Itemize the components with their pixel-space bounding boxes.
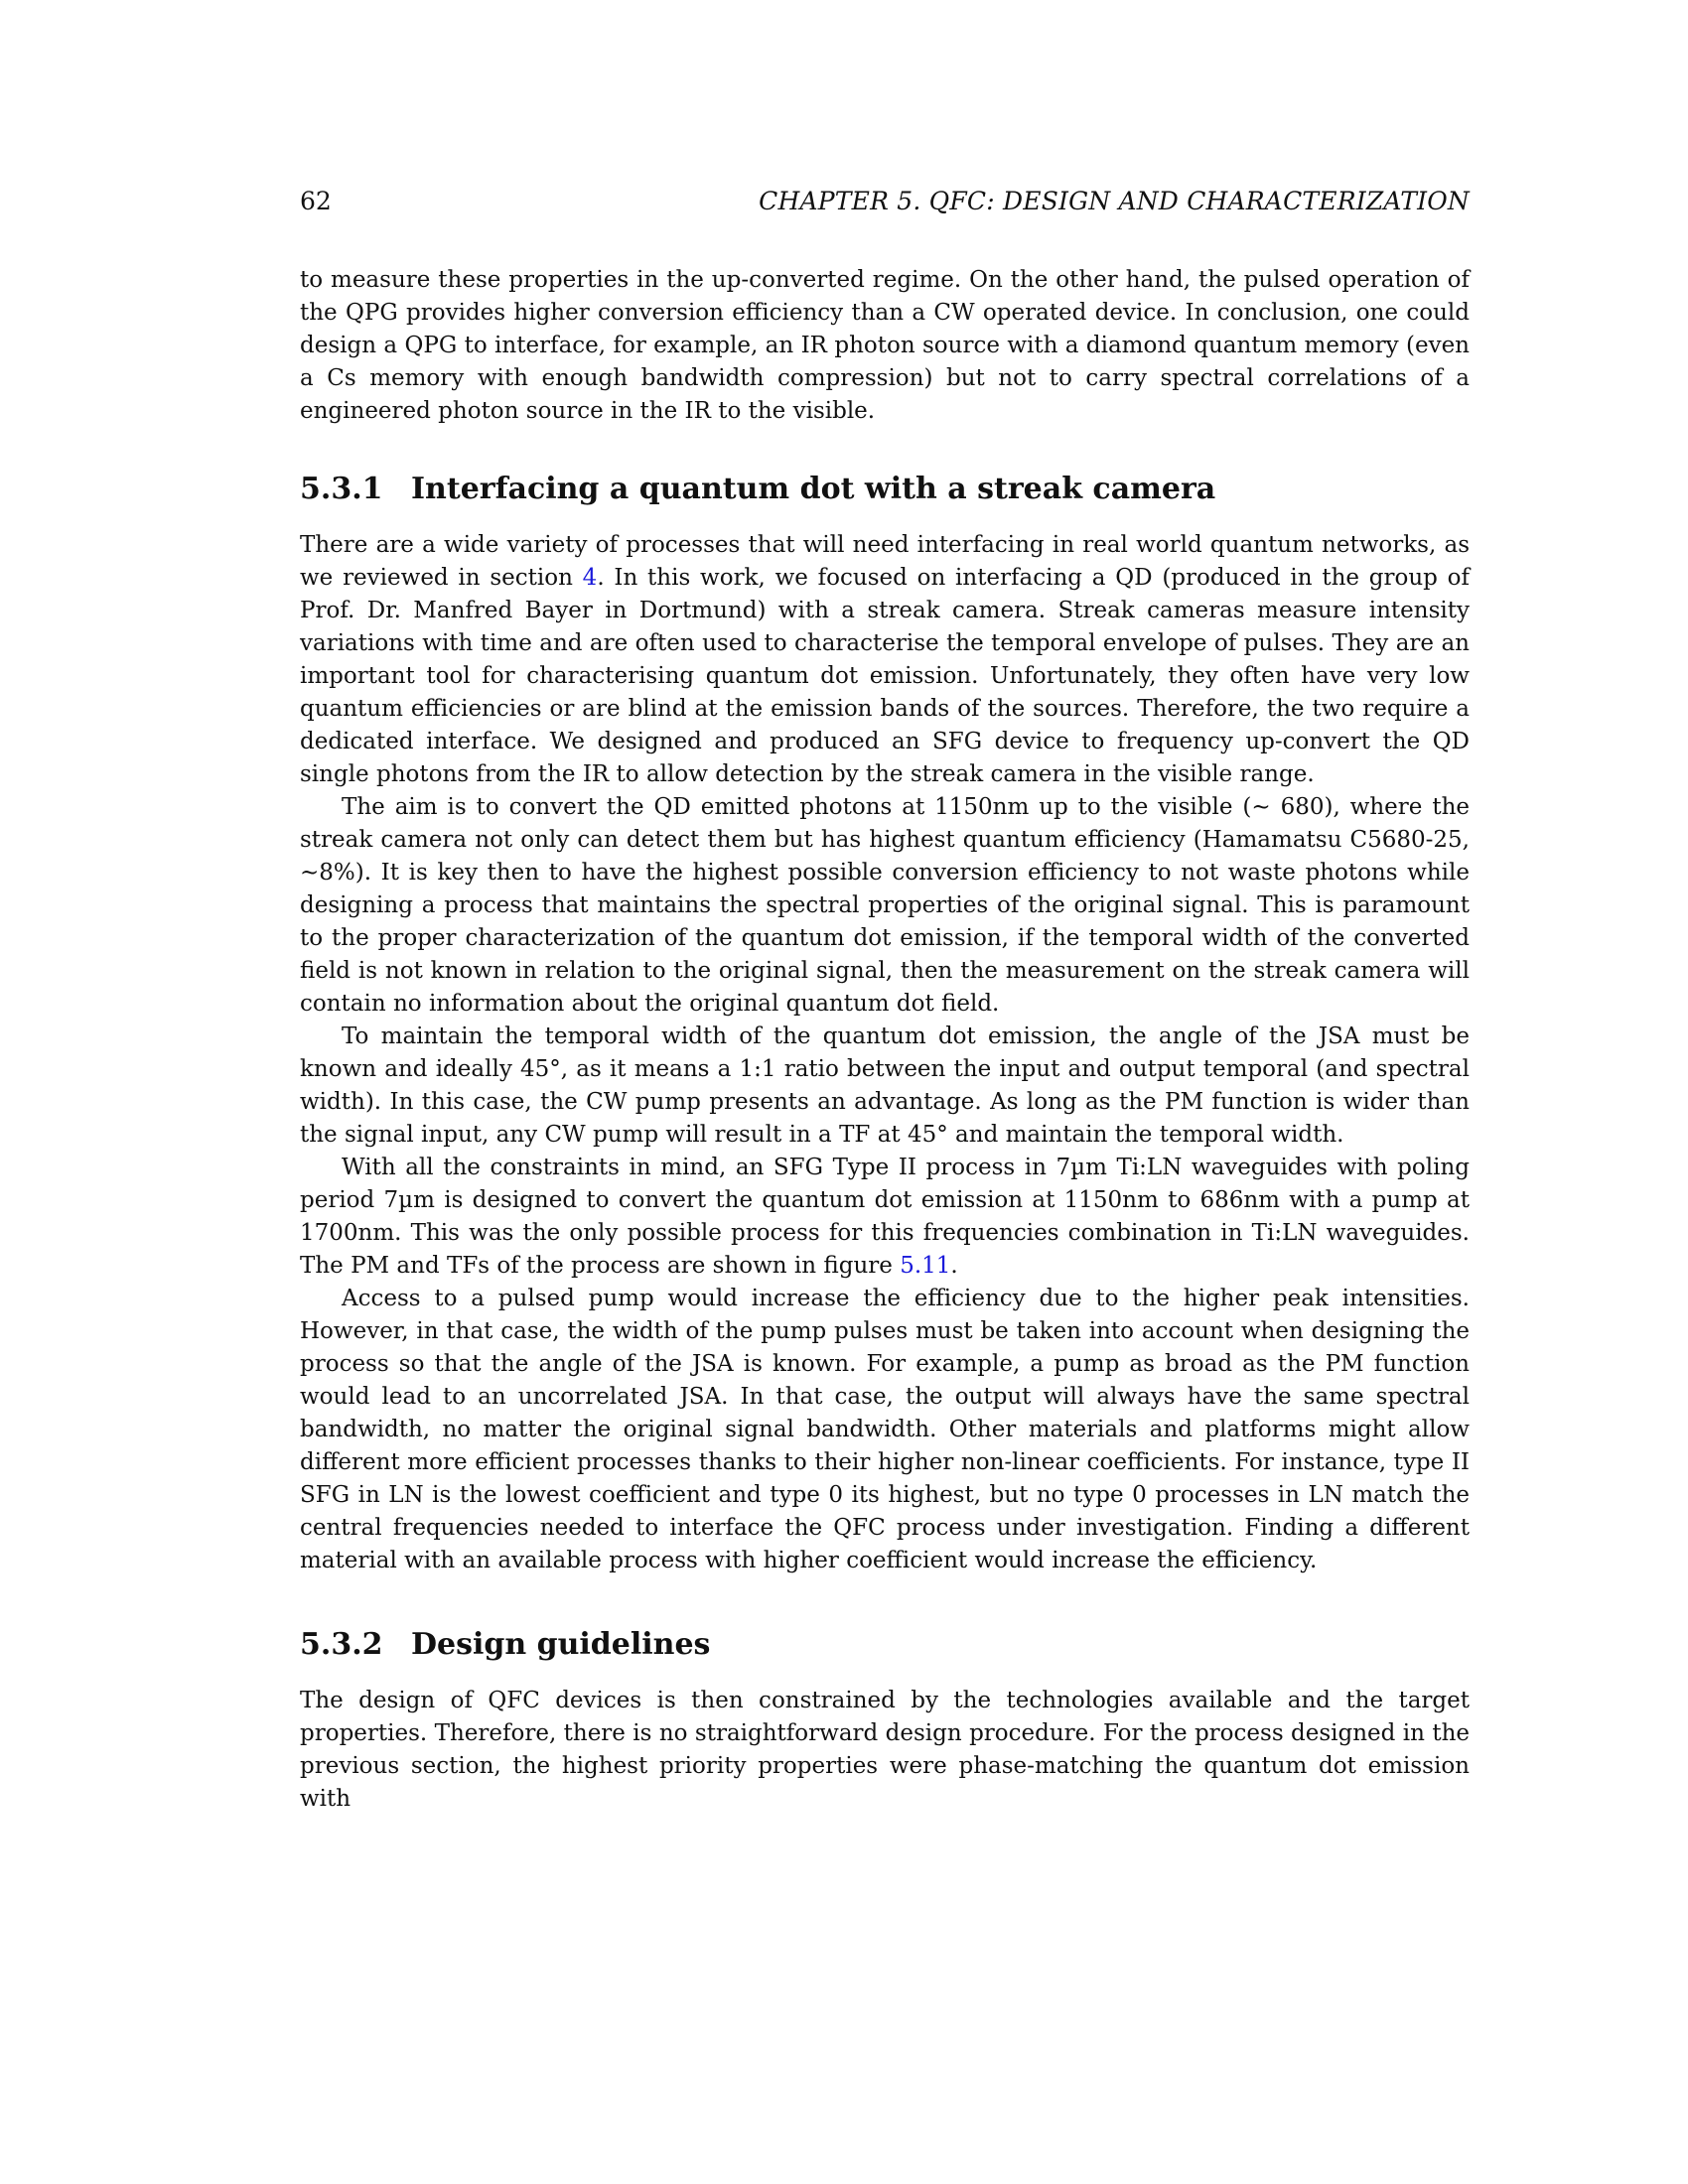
paragraph-sfg-process: With all the constraints in mind, an SFG Type II process in 7µm Ti:LN waveguides with poling period 7µm is designed to convert the quantum dot emission at 1150nm to 686nm with a pump at 1700nm. This was the only possible process for this frequencies combination in Ti:LN waveguides. The PM and TFs of the process are shown in figure 5.11. bbox=[300, 1155, 1470, 1279]
section-heading-5-3-1 bbox=[300, 470, 1470, 509]
paragraph-temporal-width: To maintain the temporal width of the quantum dot emission, the angle of the JSA must be known and ideally 45°, as it means a 1:1 ratio between the input and output temporal (and spectral width). In this case, the CW pump presents an advantage. As long as the PM function is wider than the signal input, any CW pump will result in a TF at 45° and maintain the temporal width. bbox=[300, 1024, 1470, 1148]
section-number: 5.3.1 bbox=[300, 472, 383, 506]
section-number: 5.3.2 bbox=[300, 1627, 383, 1662]
paragraph-design-guidelines: The design of QFC devices is then constrained by the technologies available and the target properties. Therefore, there is no straightforward design procedure. For the process designed in the previous section, the highest priority properties were phase-matching the quantum dot emission with bbox=[300, 1688, 1470, 1812]
page-body bbox=[300, 264, 1470, 1816]
paragraph-interfacing: There are a wide variety of processes that will need interfacing in real world quantum networks, as we reviewed in section 4. In this work, we focused on interfacing a QD (produced in the group of Prof. Dr. Manfred Bayer in Dortmund) with a streak camera. Streak cameras measure intensity variations with time and are often used to characterise the temporal envelope of pulses. They are an important tool for characterising quantum dot emission. Unfortunately, they often have very low quantum efficiencies or are blind at the emission bands of the sources. Therefore, the two require a dedicated interface. We designed and produced an SFG device to frequency up-convert the QD single photons from the IR to allow detection by the streak camera in the visible range. bbox=[300, 532, 1470, 787]
section-heading-5-3-2 bbox=[300, 1625, 1470, 1665]
paragraph-pulsed-pump: Access to a pulsed pump would increase the efficiency due to the higher peak intensities. However, in that case, the width of the pump pulses must be taken into account when designing the process so that the angle of the JSA is known. For example, a pump as broad as the PM function would lead to an uncorrelated JSA. In that case, the output will always have the same spectral bandwidth, no matter the original signal bandwidth. Other materials and platforms might allow different more efficient processes thanks to their higher non-linear coefficients. For instance, type II SFG in LN is the lowest coefficient and type 0 its highest, but no type 0 processes in LN match the central frequencies needed to interface the QFC process under investigation. Finding a different material with an available process with higher coefficient would increase the efficiency. bbox=[300, 1286, 1470, 1573]
running-header bbox=[300, 182, 1470, 221]
page-number: 62 bbox=[300, 187, 332, 215]
section-title: Design guidelines bbox=[411, 1627, 711, 1662]
section-title: Interfacing a quantum dot with a streak camera bbox=[411, 472, 1216, 506]
figure-ref-link[interactable]: 5.11 bbox=[900, 1253, 951, 1279]
section-ref-link[interactable]: 4 bbox=[582, 565, 598, 591]
intro-paragraph: to measure these properties in the up-converted regime. On the other hand, the pulsed operation of the QPG provides higher conversion efficiency than a CW operated device. In conclusion, one could design a QPG to interface, for example, an IR photon source with a diamond quantum memory (even a Cs memory with enough bandwidth compression) but not to carry spectral correlations of a engineered photon source in the IR to the visible. bbox=[300, 267, 1470, 424]
paragraph-conversion-aim: The aim is to convert the QD emitted photons at 1150nm up to the visible (∼ 680), where the streak camera not only can detect them but has highest quantum efficiency (Hamamatsu C5680-25, ∼8%). It is key then to have the highest possible conversion efficiency to not waste photons while designing a process that maintains the spectral properties of the original signal. This is paramount to the proper characterization of the quantum dot emission, if the temporal width of the converted field is not known in relation to the original signal, then the measurement on the streak camera will contain no information about the original quantum dot field. bbox=[300, 794, 1470, 1017]
chapter-title: CHAPTER 5. QFC: DESIGN AND CHARACTERIZATION bbox=[759, 187, 1470, 215]
page bbox=[300, 182, 1470, 1816]
